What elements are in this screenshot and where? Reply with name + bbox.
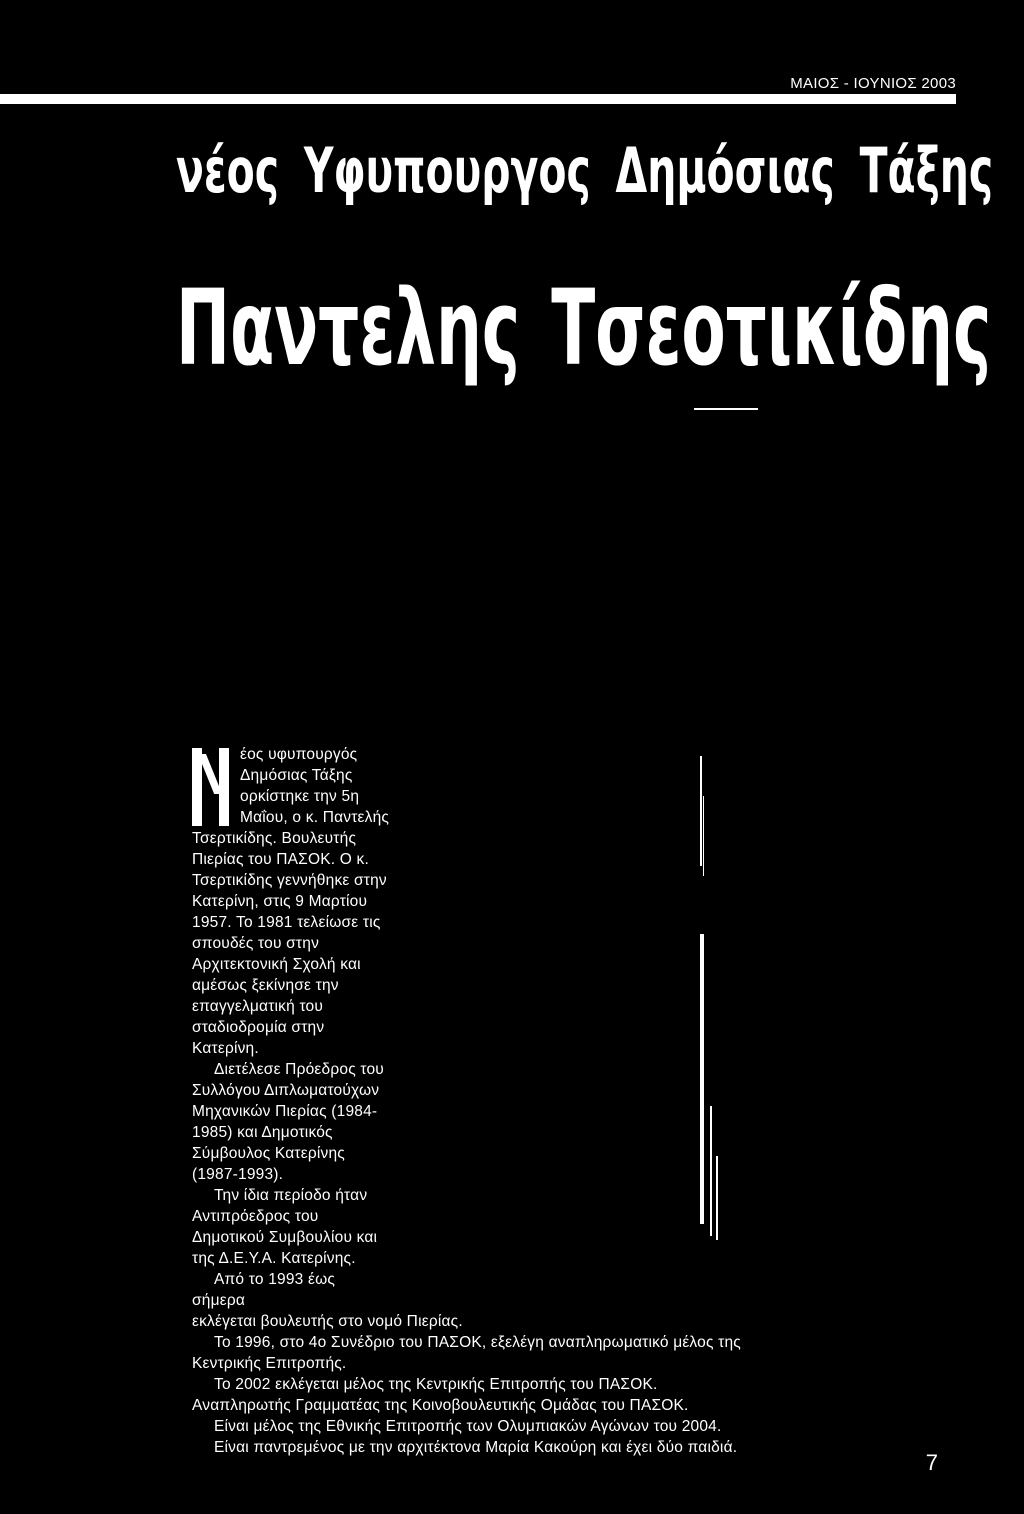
article-body <box>192 744 752 1458</box>
headline-name: Παντελης Τσεοτικίδης <box>176 267 992 389</box>
headline-title: νέος Υφυπουργος Δημόσιας Τάξης <box>176 134 994 207</box>
page-number: 7 <box>925 1450 938 1475</box>
dropcap-letter <box>192 748 229 826</box>
article-paragraph: Διετέλεσε Πρόεδρος του Συλλόγου Διπλωματούχων Μηχανικών Πιερίας (1984-1985) και Δημοτικός Σύμβουλος Κατερίνης (1987-1993). <box>192 1061 384 1183</box>
article-paragraph: Την ίδια περίοδο ήταν Αντιπρόεδρος του Δημοτικού Συμβουλίου και της Δ.Ε.Υ.Α. Κατερίνης. <box>192 1187 378 1267</box>
article-paragraph: Είναι μέλος της Εθνικής Επιτροπής των Ολυμπιακών Αγώνων του 2004. <box>214 1418 722 1435</box>
article-paragraph: Το 1996, στο 4ο Συνέδριο του ΠΑΣΟΚ, εξελέγη αναπληρωματικό μέλος της Κεντρικής Επιτροπής. <box>192 1334 741 1372</box>
issue-date: ΜΑΙΟΣ - ΙΟΥΝΙΟΣ 2003 <box>790 75 956 92</box>
article-narrow-column <box>192 744 392 1311</box>
article-paragraph: Το 2002 εκλέγεται μέλος της Κεντρικής Επιτροπής του ΠΑΣΟΚ. Αναπληρωτής Γραμματέας της Κοινοβουλευτικής Ομάδας του ΠΑΣΟΚ. <box>192 1376 689 1414</box>
header-rule <box>0 94 956 104</box>
article-wide-column <box>192 1311 752 1458</box>
article-paragraph: Είναι παντρεμένος με την αρχιτέκτονα Μαρία Κακούρη και έχει δύο παιδιά. <box>214 1439 738 1456</box>
article-paragraph: έος υφυπουργός Δημόσιας Τάξης ορκίστηκε την 5η Μαΐου, ο κ. Παντελής Τσερτικίδης. Βουλευτής Πιερίας του ΠΑΣΟΚ. Ο κ. Τσερτικίδης γεννήθηκε στην Κατερίνη, στις 9 Μαρτίου 1957. Το 1981 τελείωσε τις σπουδές του στην Αρχιτεκτονική Σχολή και αμέσως ξεκίνησε την επαγγελματική του σταδιοδρομία στην Κατερίνη. <box>192 746 390 1057</box>
article-paragraph: εκλέγεται βουλευτής στο νομό Πιερίας. <box>192 1313 463 1330</box>
article-paragraph: Από το 1993 έως σήμερα <box>192 1271 336 1309</box>
decorative-rule <box>694 408 758 410</box>
